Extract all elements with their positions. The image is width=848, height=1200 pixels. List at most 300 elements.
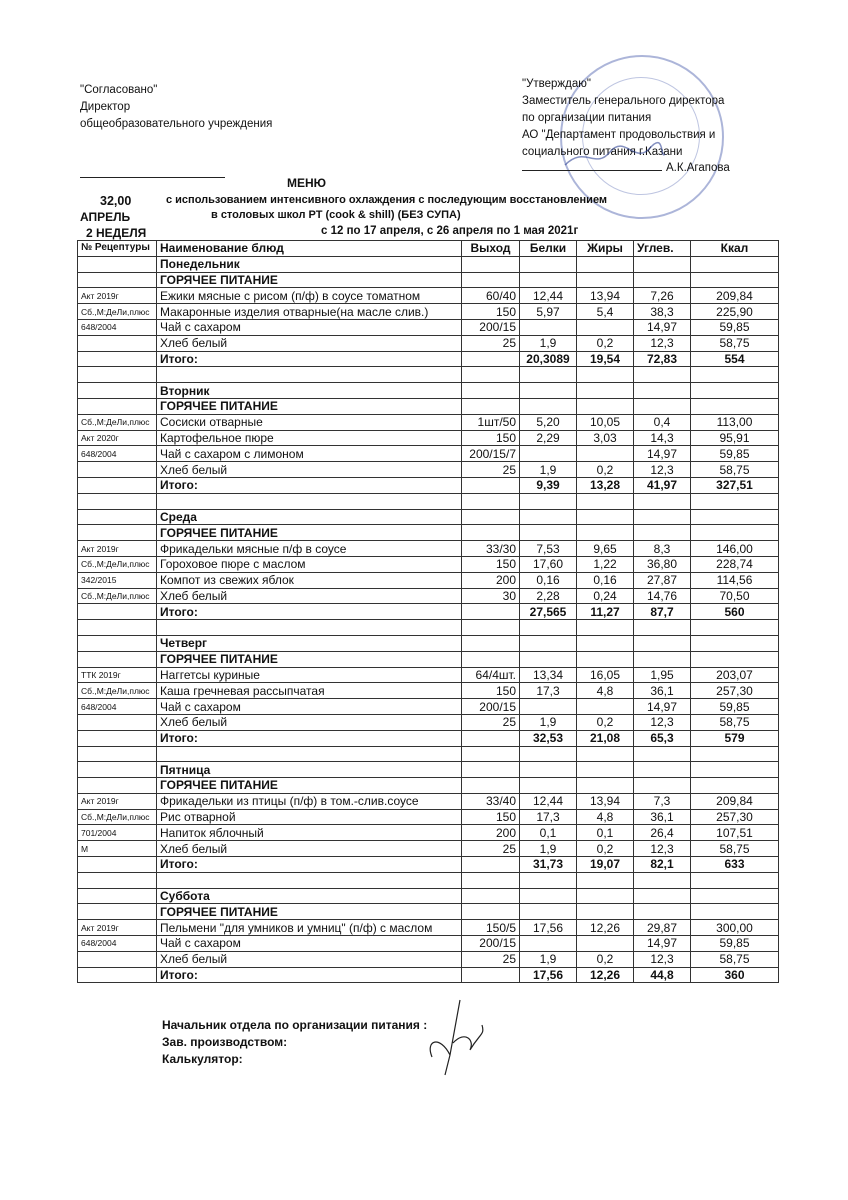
- dish-kcal: 203,07: [691, 667, 779, 683]
- empty-cell: [462, 746, 520, 762]
- empty-cell: [691, 509, 779, 525]
- menu-week: 2 НЕДЕЛЯ: [86, 226, 147, 240]
- empty-cell: [462, 383, 520, 399]
- recipe-code: 648/2004: [78, 699, 157, 715]
- total-row: [78, 604, 779, 620]
- recipe-code: 342/2015: [78, 572, 157, 588]
- dish-carbs: 12,3: [634, 714, 691, 730]
- empty-cell: [78, 367, 157, 383]
- recipe-code: Сб.,М:ДеЛи,плюс: [78, 588, 157, 604]
- empty-cell: [520, 635, 577, 651]
- empty-cell: [78, 256, 157, 272]
- table-row: [78, 825, 779, 841]
- empty-cell: [520, 509, 577, 525]
- total-kcal: 360: [691, 967, 779, 983]
- empty-cell: [78, 493, 157, 509]
- dish-protein: 1,9: [520, 714, 577, 730]
- dish-name: Хлеб белый: [157, 335, 462, 351]
- total-label: Итого:: [157, 604, 462, 620]
- day-name: Понедельник: [157, 256, 462, 272]
- empty-cell: [577, 888, 634, 904]
- section-row: [78, 272, 779, 288]
- empty-cell: [462, 351, 520, 367]
- empty-cell: [520, 525, 577, 541]
- dish-fat: 13,94: [577, 288, 634, 304]
- empty-cell: [520, 762, 577, 778]
- dish-carbs: 12,3: [634, 462, 691, 478]
- dish-kcal: 300,00: [691, 920, 779, 936]
- empty-cell: [78, 620, 157, 636]
- dish-kcal: 209,84: [691, 793, 779, 809]
- empty-cell: [520, 651, 577, 667]
- dish-fat: 0,2: [577, 951, 634, 967]
- empty-cell: [691, 778, 779, 794]
- empty-cell: [577, 256, 634, 272]
- empty-cell: [691, 651, 779, 667]
- table-row: [78, 414, 779, 430]
- dish-kcal: 70,50: [691, 588, 779, 604]
- total-kcal: 327,51: [691, 477, 779, 493]
- dish-protein: 1,9: [520, 462, 577, 478]
- col-output-header: Выход: [462, 241, 520, 257]
- spacer-row: [78, 367, 779, 383]
- empty-cell: [691, 398, 779, 414]
- dish-name: Хлеб белый: [157, 951, 462, 967]
- empty-cell: [157, 746, 462, 762]
- total-fat: 21,08: [577, 730, 634, 746]
- empty-cell: [78, 272, 157, 288]
- day-row: [78, 383, 779, 399]
- empty-cell: [462, 509, 520, 525]
- dish-fat: 9,65: [577, 541, 634, 557]
- empty-cell: [462, 904, 520, 920]
- recipe-code: 701/2004: [78, 825, 157, 841]
- total-row: [78, 857, 779, 873]
- empty-cell: [691, 256, 779, 272]
- footer-head: Начальник отдела по организации питания :: [162, 1018, 428, 1032]
- empty-cell: [462, 651, 520, 667]
- dish-carbs: 7,3: [634, 793, 691, 809]
- menu-month: АПРЕЛЬ: [80, 210, 131, 224]
- dish-protein: 1,9: [520, 951, 577, 967]
- empty-cell: [78, 730, 157, 746]
- section-name: ГОРЯЧЕЕ ПИТАНИЕ: [157, 651, 462, 667]
- table-row: [78, 936, 779, 952]
- dish-kcal: 59,85: [691, 936, 779, 952]
- table-row: [78, 304, 779, 320]
- dish-fat: 12,26: [577, 920, 634, 936]
- empty-cell: [634, 398, 691, 414]
- dish-fat: 4,8: [577, 683, 634, 699]
- dish-output: 200: [462, 572, 520, 588]
- total-label: Итого:: [157, 730, 462, 746]
- dish-carbs: 26,4: [634, 825, 691, 841]
- empty-cell: [520, 888, 577, 904]
- dish-fat: 10,05: [577, 414, 634, 430]
- dish-name: Хлеб белый: [157, 462, 462, 478]
- dish-protein: 5,97: [520, 304, 577, 320]
- dish-output: 64/4шт.: [462, 667, 520, 683]
- footer-production: Зав. производством:: [162, 1035, 288, 1049]
- dish-protein: 17,56: [520, 920, 577, 936]
- total-kcal: 579: [691, 730, 779, 746]
- dish-protein: 17,60: [520, 556, 577, 572]
- recipe-code: [78, 714, 157, 730]
- empty-cell: [520, 778, 577, 794]
- empty-cell: [462, 604, 520, 620]
- dish-protein: [520, 936, 577, 952]
- menu-title: МЕНЮ: [287, 176, 327, 190]
- empty-cell: [634, 904, 691, 920]
- dish-name: Хлеб белый: [157, 588, 462, 604]
- dish-output: 25: [462, 335, 520, 351]
- table-row: [78, 667, 779, 683]
- dish-protein: [520, 699, 577, 715]
- dish-kcal: 58,75: [691, 714, 779, 730]
- dish-fat: 1,22: [577, 556, 634, 572]
- table-row: [78, 462, 779, 478]
- dish-output: 150: [462, 556, 520, 572]
- empty-cell: [520, 383, 577, 399]
- total-carbs: 44,8: [634, 967, 691, 983]
- section-name: ГОРЯЧЕЕ ПИТАНИЕ: [157, 525, 462, 541]
- col-carbs-header: Углев.: [634, 241, 691, 257]
- approval-left-title: "Согласовано": [80, 84, 158, 96]
- empty-cell: [577, 509, 634, 525]
- dish-kcal: 59,85: [691, 319, 779, 335]
- dish-carbs: 14,97: [634, 699, 691, 715]
- dish-fat: 0,2: [577, 335, 634, 351]
- dish-fat: 0,1: [577, 825, 634, 841]
- empty-cell: [634, 888, 691, 904]
- table-row: [78, 841, 779, 857]
- day-row: [78, 509, 779, 525]
- spacer-row: [78, 620, 779, 636]
- dish-carbs: 12,3: [634, 841, 691, 857]
- dish-carbs: 38,3: [634, 304, 691, 320]
- empty-cell: [78, 398, 157, 414]
- section-name: ГОРЯЧЕЕ ПИТАНИЕ: [157, 398, 462, 414]
- dish-protein: 12,44: [520, 793, 577, 809]
- dish-output: 25: [462, 841, 520, 857]
- dish-name: Хлеб белый: [157, 714, 462, 730]
- dish-protein: [520, 319, 577, 335]
- empty-cell: [577, 525, 634, 541]
- dish-kcal: 225,90: [691, 304, 779, 320]
- menu-dates: с 12 по 17 апреля, с 26 апреля по 1 мая 2021г: [321, 225, 579, 237]
- col-recipe-header: № Рецептуры: [78, 241, 157, 257]
- total-fat: 12,26: [577, 967, 634, 983]
- recipe-code: Акт 2019г: [78, 793, 157, 809]
- dish-fat: 13,94: [577, 793, 634, 809]
- dish-output: 200/15/7: [462, 446, 520, 462]
- empty-cell: [577, 904, 634, 920]
- total-carbs: 87,7: [634, 604, 691, 620]
- table-row: [78, 714, 779, 730]
- table-row: [78, 572, 779, 588]
- approval-left-role: Директор: [80, 101, 131, 113]
- empty-cell: [691, 635, 779, 651]
- empty-cell: [577, 272, 634, 288]
- empty-cell: [520, 367, 577, 383]
- dish-name: Картофельное пюре: [157, 430, 462, 446]
- empty-cell: [577, 746, 634, 762]
- empty-cell: [577, 635, 634, 651]
- empty-cell: [577, 367, 634, 383]
- dish-fat: 0,2: [577, 841, 634, 857]
- dish-kcal: 59,85: [691, 699, 779, 715]
- dish-name: Макаронные изделия отварные(на масле слив.): [157, 304, 462, 320]
- dish-protein: 1,9: [520, 335, 577, 351]
- dish-kcal: 95,91: [691, 430, 779, 446]
- dish-output: 150: [462, 304, 520, 320]
- empty-cell: [691, 872, 779, 888]
- dish-kcal: 209,84: [691, 288, 779, 304]
- total-fat: 19,07: [577, 857, 634, 873]
- section-name: ГОРЯЧЕЕ ПИТАНИЕ: [157, 904, 462, 920]
- day-row: [78, 888, 779, 904]
- dish-fat: 0,2: [577, 462, 634, 478]
- dish-fat: 16,05: [577, 667, 634, 683]
- empty-cell: [691, 746, 779, 762]
- empty-cell: [78, 525, 157, 541]
- recipe-code: [78, 335, 157, 351]
- section-row: [78, 904, 779, 920]
- dish-protein: 0,16: [520, 572, 577, 588]
- empty-cell: [78, 509, 157, 525]
- empty-cell: [462, 888, 520, 904]
- dish-name: Чай с сахаром: [157, 319, 462, 335]
- col-kcal-header: Ккал: [691, 241, 779, 257]
- empty-cell: [462, 256, 520, 272]
- dish-protein: 0,1: [520, 825, 577, 841]
- empty-cell: [520, 904, 577, 920]
- col-name-header: Наименование блюд: [157, 241, 462, 257]
- approval-left-org: общеобразовательного учреждения: [80, 118, 273, 130]
- empty-cell: [462, 778, 520, 794]
- dish-carbs: 36,1: [634, 809, 691, 825]
- empty-cell: [634, 383, 691, 399]
- recipe-code: Сб.,М:ДеЛи,плюс: [78, 683, 157, 699]
- recipe-code: Акт 2019г: [78, 288, 157, 304]
- empty-cell: [78, 778, 157, 794]
- dish-fat: 5,4: [577, 304, 634, 320]
- table-row: [78, 699, 779, 715]
- empty-cell: [462, 730, 520, 746]
- day-row: [78, 256, 779, 272]
- menu-table: [77, 240, 779, 983]
- dish-kcal: 107,51: [691, 825, 779, 841]
- empty-cell: [520, 746, 577, 762]
- dish-carbs: 27,87: [634, 572, 691, 588]
- dish-kcal: 257,30: [691, 683, 779, 699]
- dish-output: 200/15: [462, 319, 520, 335]
- empty-cell: [634, 762, 691, 778]
- dish-fat: [577, 319, 634, 335]
- left-signature-line: [80, 177, 225, 178]
- approval-right-line4: социального питания г.Казани: [522, 146, 683, 158]
- dish-name: Рис отварной: [157, 809, 462, 825]
- recipe-code: [78, 462, 157, 478]
- empty-cell: [157, 493, 462, 509]
- day-row: [78, 635, 779, 651]
- total-protein: 27,565: [520, 604, 577, 620]
- empty-cell: [157, 620, 462, 636]
- empty-cell: [157, 872, 462, 888]
- empty-cell: [78, 762, 157, 778]
- dish-output: 200: [462, 825, 520, 841]
- menu-subtitle-1: с использованием интенсивного охлаждения с последующим восстановлением: [166, 194, 608, 206]
- total-carbs: 65,3: [634, 730, 691, 746]
- table-row: [78, 809, 779, 825]
- section-name: ГОРЯЧЕЕ ПИТАНИЕ: [157, 272, 462, 288]
- dish-output: 1шт/50: [462, 414, 520, 430]
- dish-carbs: 14,76: [634, 588, 691, 604]
- col-protein-header: Белки: [520, 241, 577, 257]
- dish-carbs: 7,26: [634, 288, 691, 304]
- empty-cell: [634, 872, 691, 888]
- table-row: [78, 288, 779, 304]
- dish-carbs: 14,97: [634, 936, 691, 952]
- dish-carbs: 14,3: [634, 430, 691, 446]
- right-signature: [560, 140, 670, 172]
- dish-output: 200/15: [462, 936, 520, 952]
- spacer-row: [78, 493, 779, 509]
- total-carbs: 82,1: [634, 857, 691, 873]
- day-name: Суббота: [157, 888, 462, 904]
- dish-output: 25: [462, 951, 520, 967]
- empty-cell: [462, 762, 520, 778]
- total-fat: 19,54: [577, 351, 634, 367]
- table-header-row: [78, 241, 779, 257]
- total-row: [78, 730, 779, 746]
- empty-cell: [462, 620, 520, 636]
- total-protein: 32,53: [520, 730, 577, 746]
- dish-kcal: 113,00: [691, 414, 779, 430]
- empty-cell: [634, 635, 691, 651]
- empty-cell: [577, 493, 634, 509]
- table-row: [78, 541, 779, 557]
- total-label: Итого:: [157, 477, 462, 493]
- empty-cell: [78, 477, 157, 493]
- dish-output: 33/30: [462, 541, 520, 557]
- dish-carbs: 0,4: [634, 414, 691, 430]
- empty-cell: [462, 872, 520, 888]
- dish-fat: [577, 936, 634, 952]
- empty-cell: [78, 635, 157, 651]
- dish-output: 150: [462, 430, 520, 446]
- empty-cell: [577, 383, 634, 399]
- empty-cell: [634, 509, 691, 525]
- table-row: [78, 920, 779, 936]
- recipe-code: Сб.,М:ДеЛи,плюс: [78, 809, 157, 825]
- empty-cell: [462, 272, 520, 288]
- empty-cell: [634, 651, 691, 667]
- dish-name: Компот из свежих яблок: [157, 572, 462, 588]
- dish-protein: 2,29: [520, 430, 577, 446]
- dish-output: 25: [462, 462, 520, 478]
- dish-fat: 0,16: [577, 572, 634, 588]
- dish-carbs: 36,80: [634, 556, 691, 572]
- recipe-code: 648/2004: [78, 936, 157, 952]
- recipe-code: 648/2004: [78, 319, 157, 335]
- section-row: [78, 525, 779, 541]
- dish-output: 33/40: [462, 793, 520, 809]
- footer-signature: [420, 995, 490, 1080]
- empty-cell: [78, 857, 157, 873]
- empty-cell: [462, 367, 520, 383]
- dish-fat: 4,8: [577, 809, 634, 825]
- dish-fat: 0,2: [577, 714, 634, 730]
- empty-cell: [462, 525, 520, 541]
- dish-carbs: 29,87: [634, 920, 691, 936]
- empty-cell: [577, 872, 634, 888]
- recipe-code: Акт 2019г: [78, 541, 157, 557]
- empty-cell: [78, 651, 157, 667]
- dish-protein: 7,53: [520, 541, 577, 557]
- total-protein: 31,73: [520, 857, 577, 873]
- dish-output: 150/5: [462, 920, 520, 936]
- dish-name: Чай с сахаром с лимоном: [157, 446, 462, 462]
- menu-subtitle-2: в столовых школ РТ (cook & shill) (БЕЗ СУПА): [211, 209, 461, 221]
- empty-cell: [462, 493, 520, 509]
- total-fat: 11,27: [577, 604, 634, 620]
- day-row: [78, 762, 779, 778]
- empty-cell: [520, 493, 577, 509]
- dish-carbs: 14,97: [634, 319, 691, 335]
- empty-cell: [634, 493, 691, 509]
- dish-name: Чай с сахаром: [157, 699, 462, 715]
- spacer-row: [78, 746, 779, 762]
- day-name: Вторник: [157, 383, 462, 399]
- approval-right-line3: АО "Департамент продовольствия и: [522, 129, 716, 141]
- table-row: [78, 319, 779, 335]
- total-row: [78, 351, 779, 367]
- dish-name: Напиток яблочный: [157, 825, 462, 841]
- dish-name: Ежики мясные с рисом (п/ф) в соусе томатном: [157, 288, 462, 304]
- empty-cell: [520, 872, 577, 888]
- dish-kcal: 59,85: [691, 446, 779, 462]
- total-kcal: 554: [691, 351, 779, 367]
- empty-cell: [462, 857, 520, 873]
- dish-carbs: 12,3: [634, 335, 691, 351]
- table-row: [78, 683, 779, 699]
- section-row: [78, 778, 779, 794]
- empty-cell: [520, 256, 577, 272]
- spacer-row: [78, 872, 779, 888]
- table-row: [78, 951, 779, 967]
- dish-name: Наггетсы куриные: [157, 667, 462, 683]
- dish-output: 30: [462, 588, 520, 604]
- dish-protein: 17,3: [520, 809, 577, 825]
- empty-cell: [691, 904, 779, 920]
- section-name: ГОРЯЧЕЕ ПИТАНИЕ: [157, 778, 462, 794]
- recipe-code: Сб.,М:ДеЛи,плюс: [78, 556, 157, 572]
- approval-right-title: "Утверждаю": [522, 78, 591, 90]
- empty-cell: [78, 383, 157, 399]
- table-row: [78, 793, 779, 809]
- empty-cell: [577, 778, 634, 794]
- empty-cell: [691, 367, 779, 383]
- dish-kcal: 228,74: [691, 556, 779, 572]
- empty-cell: [157, 367, 462, 383]
- empty-cell: [691, 620, 779, 636]
- empty-cell: [520, 620, 577, 636]
- total-carbs: 41,97: [634, 477, 691, 493]
- dish-name: Чай с сахаром: [157, 936, 462, 952]
- dish-kcal: 257,30: [691, 809, 779, 825]
- approval-right-line2: по организации питания: [522, 112, 652, 124]
